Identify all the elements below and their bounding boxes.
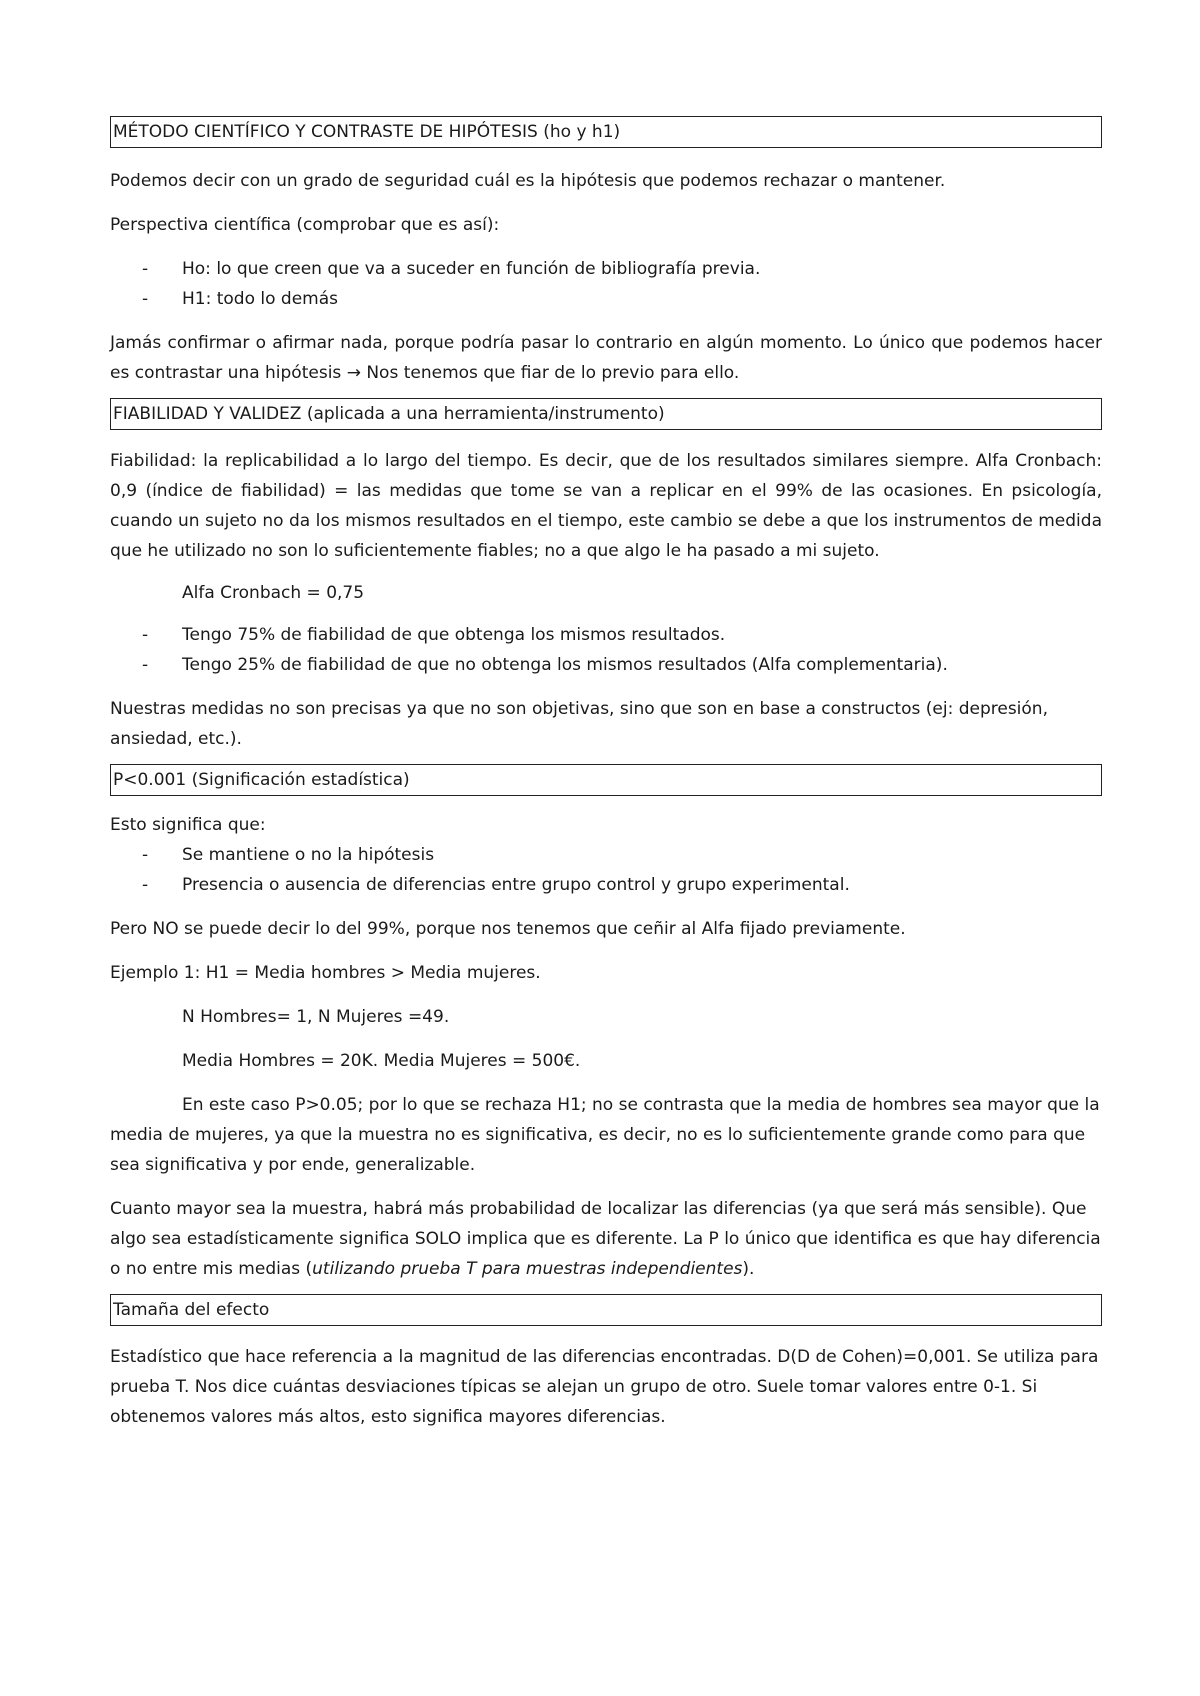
document-page xyxy=(110,116,1102,1432)
text-run: Cuanto mayor sea la muestra, habrá más probabilidad de localizar las diferencias (ya que será más sensible). Que algo sea estadísticamente significa SOLO implica que es diferente. La P lo único que identifica es que hay diferencia o no entre mis medias ( xyxy=(110,1199,1101,1279)
section-title-tamano-efecto xyxy=(110,1294,1102,1326)
section-title-text: P<0.001 (Significación estadística) xyxy=(113,770,410,790)
paragraph: Ejemplo 1: H1 = Media hombres > Media mujeres. xyxy=(110,963,541,983)
bullet-list xyxy=(110,620,1102,680)
section-title-significacion xyxy=(110,764,1102,796)
bullet-list xyxy=(110,254,1102,314)
paragraph: Nuestras medidas no son precisas ya que no son objetivas, sino que son en base a constructos (ej: depresión, ansiedad, etc.). xyxy=(110,699,1048,749)
paragraph: Podemos decir con un grado de seguridad cuál es la hipótesis que podemos rechazar o mantener. xyxy=(110,171,946,191)
section-title-text: Tamaña del efecto xyxy=(113,1300,270,1320)
paragraph: Esto significa que: xyxy=(110,815,266,835)
list-item: - Ho: lo que creen que va a suceder en función de bibliografía previa. xyxy=(110,254,1102,284)
text-run: ). xyxy=(742,1259,755,1279)
list-item: - Tengo 25% de fiabilidad de que no obtenga los mismos resultados (Alfa complementaria). xyxy=(110,650,1102,680)
section-title-metodo-cientifico xyxy=(110,116,1102,148)
paragraph: En este caso P>0.05; por lo que se rechaza H1; no se contrasta que la media de hombres sea mayor que la media de mujeres, ya que la muestra no es significativa, es decir, no es lo suficientemente grande como para que sea significativa y por ende, generalizable. xyxy=(110,1095,1100,1175)
list-item: - Tengo 75% de fiabilidad de que obtenga los mismos resultados. xyxy=(110,620,1102,650)
indented-line: Alfa Cronbach = 0,75 xyxy=(182,583,365,603)
paragraph: Estadístico que hace referencia a la magnitud de las diferencias encontradas. D(D de Cohen)=0,001. Se utiliza para prueba T. Nos dice cuántas desviaciones típicas se alejan un grupo de otro. Suele tomar valores entre 0-1. Si obtenemos valores más altos, esto significa mayores diferencias. xyxy=(110,1347,1099,1427)
list-item: - Presencia o ausencia de diferencias entre grupo control y grupo experimental. xyxy=(110,870,1102,900)
paragraph: Perspectiva científica (comprobar que es así): xyxy=(110,215,500,235)
section-title-text: MÉTODO CIENTÍFICO Y CONTRASTE DE HIPÓTESIS (ho y h1) xyxy=(113,122,621,142)
bullet-list xyxy=(110,840,1102,900)
paragraph xyxy=(110,1194,1102,1284)
italic-text-run: utilizando prueba T para muestras independientes xyxy=(312,1259,743,1279)
right-arrow-icon: → xyxy=(346,363,361,383)
section-title-fiabilidad xyxy=(110,398,1102,430)
text-run: Nos tenemos que fiar de lo previo para ello. xyxy=(366,363,740,383)
indented-line: Media Hombres = 20K. Media Mujeres = 500€. xyxy=(182,1051,581,1071)
list-item: - Se mantiene o no la hipótesis xyxy=(110,840,1102,870)
indented-line: N Hombres= 1, N Mujeres =49. xyxy=(182,1007,450,1027)
paragraph: Fiabilidad: la replicabilidad a lo largo del tiempo. Es decir, que de los resultados similares siempre. Alfa Cronbach: 0,9 (índice de fiabilidad) = las medidas que tome se van a replicar en el 99% de las ocasiones. En psicología, cuando un sujeto no da los mismos resultados en el tiempo, este cambio se debe a que los instrumentos de medida que he utilizado no son lo suficientemente fiables; no a que algo le ha pasado a mi sujeto. xyxy=(110,451,1102,561)
paragraph xyxy=(110,328,1102,388)
paragraph: Pero NO se puede decir lo del 99%, porque nos tenemos que ceñir al Alfa fijado previamente. xyxy=(110,919,906,939)
text-run: Jamás confirmar o afirmar nada, porque podría pasar lo contrario en algún momento. Lo único que podemos hacer es contrastar una hipótesis xyxy=(110,333,1102,383)
section-title-text: FIABILIDAD Y VALIDEZ (aplicada a una herramienta/instrumento) xyxy=(113,404,665,424)
list-item: - H1: todo lo demás xyxy=(110,284,1102,314)
